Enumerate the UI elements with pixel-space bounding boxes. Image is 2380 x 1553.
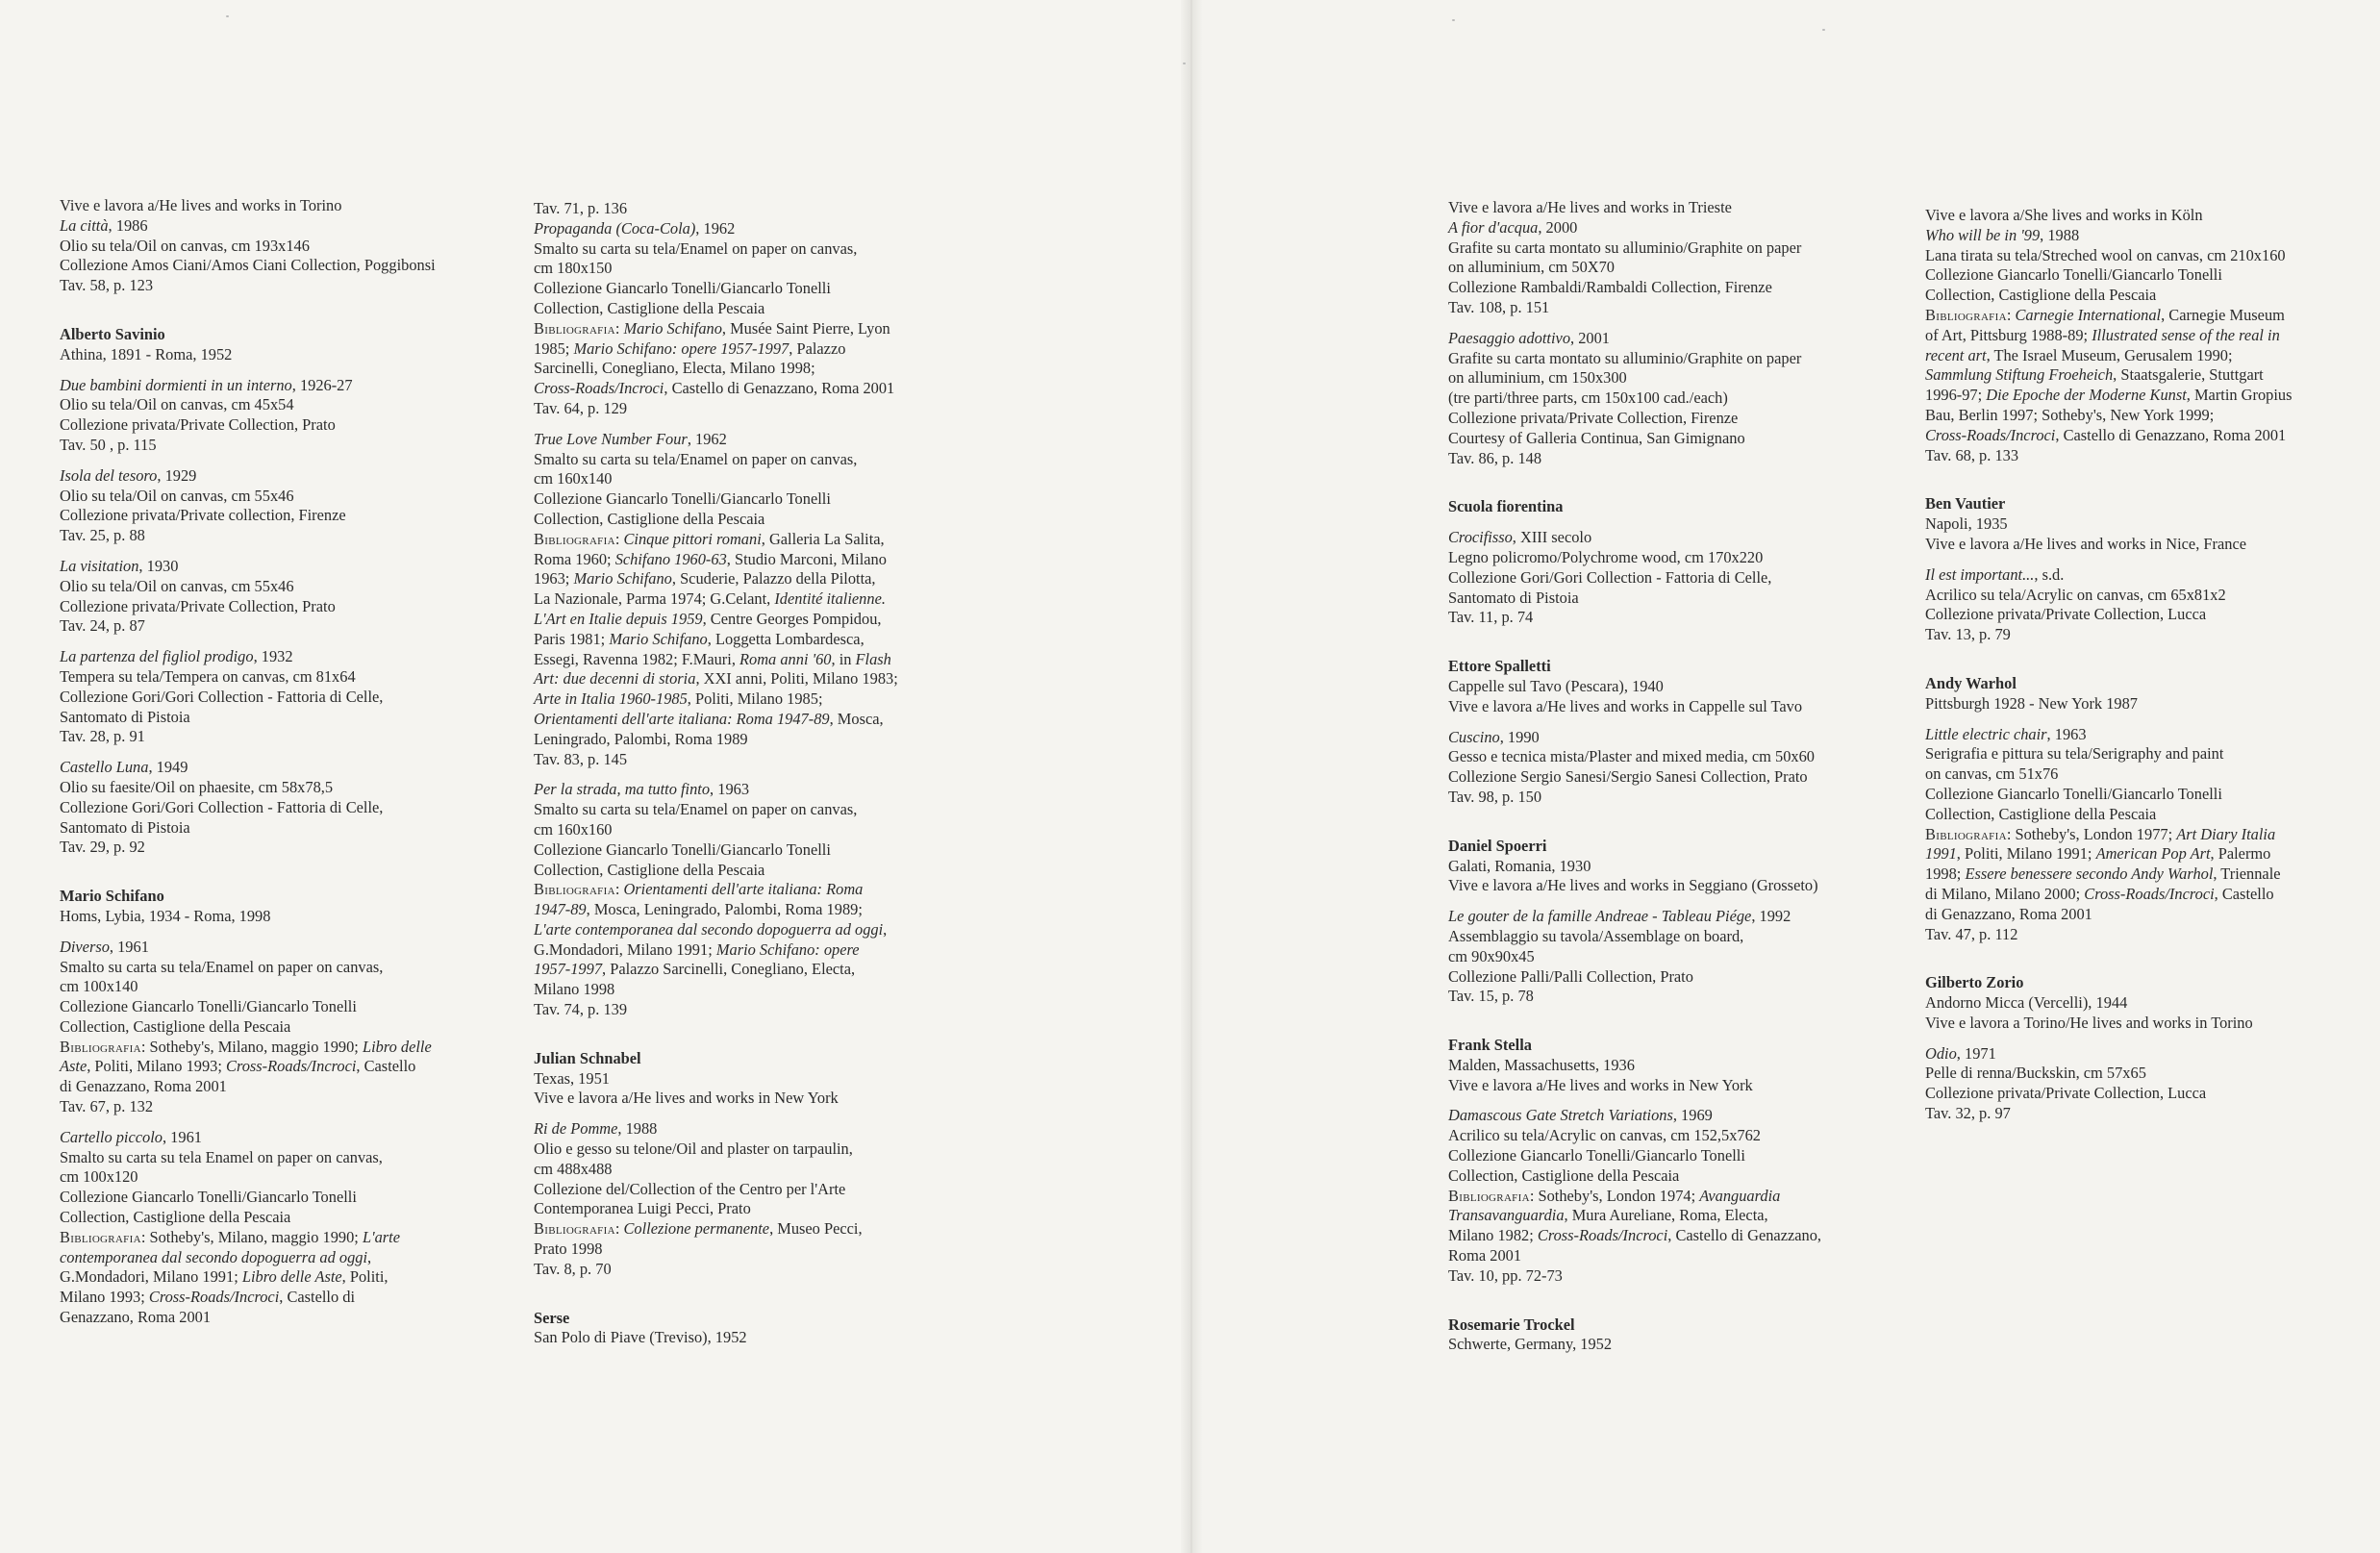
text-line: Collezione Amos Ciani/Amos Ciani Collection, Poggibonsi — [60, 256, 436, 275]
artist-block — [1448, 1315, 1862, 1356]
text-line: on alluminium, cm 50X70 — [1448, 258, 1615, 277]
text-line: contemporanea dal secondo dopoguerra ad oggi, — [60, 1247, 372, 1266]
text-line: La partenza del figliol prodigo, 1932 — [60, 647, 293, 666]
text-line: Santomato di Pistoia — [1448, 588, 1579, 607]
text-line: on alluminium, cm 150x300 — [1448, 368, 1627, 388]
text-line: Essegi, Ravenna 1982; F.Mauri, Roma anni '60, in Flash — [534, 649, 891, 668]
text-line: Tav. 71, p. 136 — [534, 199, 628, 217]
text-line: Tav. 64, p. 129 — [534, 398, 628, 417]
text-line: Collezione privata/Private Collection, Prato — [60, 415, 336, 435]
text-line: Il est important..., s.d. — [1925, 564, 2065, 584]
text-line: Santomato di Pistoia — [60, 817, 190, 837]
text-line: Crocifisso, XIII secolo — [1448, 528, 1592, 547]
text-line: Tav. 58, p. 123 — [60, 276, 154, 295]
text-line: Collezione Giancarlo Tonelli/Giancarlo Tonelli — [1925, 784, 2222, 803]
text-line: Collection, Castiglione della Pescaia — [1448, 1165, 1680, 1185]
text-line: Bibliografia: Collezione permanente, Museo Pecci, — [534, 1219, 863, 1239]
artwork-entry — [60, 938, 473, 1117]
text-line: Tav. 15, p. 78 — [1448, 987, 1534, 1006]
text-line: (tre parti/three parts, cm 150x100 cad./each) — [1448, 388, 1728, 408]
text-line: Odio, 1971 — [1925, 1043, 1996, 1063]
text-line: Ri de Pomme, 1988 — [534, 1119, 658, 1139]
text-line: Tav. 47, p. 112 — [1925, 924, 2018, 943]
text-line: Collezione Giancarlo Tonelli/Giancarlo Tonelli — [1448, 1146, 1745, 1165]
text-line: Texas, 1951 — [534, 1068, 610, 1088]
page-gutter — [1181, 0, 1202, 1553]
text-line: G.Mondadori, Milano 1991; Mario Schifano: opere — [534, 939, 860, 959]
text-line: Cartello piccolo, 1961 — [60, 1127, 202, 1146]
text-line: Acrilico su tela/Acrylic on canvas, cm 65x81x2 — [1925, 585, 2226, 604]
text-line: Tav. 29, p. 92 — [60, 838, 145, 857]
artwork-entry — [1448, 907, 1862, 1007]
text-line: cm 180x150 — [534, 259, 613, 278]
text-line: Collezione Gori/Gori Collection - Fattoria di Celle, — [60, 687, 384, 706]
artwork-entry — [60, 196, 473, 296]
artist-block — [1448, 837, 1862, 896]
artist-name: Rosemarie Trockel — [1448, 1315, 1575, 1334]
text-line: Diverso, 1961 — [60, 937, 149, 956]
text-line: Tav. 25, p. 88 — [60, 526, 145, 545]
text-line: Vive e lavora a/He lives and works in Seggiano (Grosseto) — [1448, 876, 1818, 895]
text-line: cm 160x160 — [534, 819, 613, 839]
artwork-entry — [534, 780, 947, 1020]
text-line: Vive e lavora a/She lives and works in Köln — [1925, 206, 2203, 224]
paper-speck — [1822, 29, 1825, 31]
text-line: Due bambini dormienti in un interno, 1926-27 — [60, 375, 353, 394]
text-line: Olio su tela/Oil on canvas, cm 55x46 — [60, 576, 294, 595]
text-line: Collezione Giancarlo Tonelli/Giancarlo Tonelli — [534, 489, 831, 509]
text-line: Paris 1981; Mario Schifano, Loggetta Lombardesca, — [534, 629, 864, 648]
text-line: Tav. 8, p. 70 — [534, 1259, 612, 1278]
text-line: Collection, Castiglione della Pescaia — [1925, 804, 2157, 823]
text-line: Per la strada, ma tutto finto, 1963 — [534, 780, 750, 799]
text-line: Olio su faesite/Oil on phaesite, cm 58x78,5 — [60, 777, 334, 796]
text-line: Bibliografia: Orientamenti dell'arte italiana: Roma — [534, 880, 864, 899]
text-line: Olio e gesso su telone/Oil and plaster on tarpaulin, — [534, 1140, 853, 1159]
text-line: Who will be in '99, 1988 — [1925, 225, 2080, 244]
text-line: Prato 1998 — [534, 1240, 603, 1259]
text-line: Cross-Roads/Incroci, Castello di Genazzano, Roma 2001 — [1925, 425, 2287, 444]
text-line: Lana tirata su tela/Streched wool on canvas, cm 210x160 — [1925, 245, 2286, 264]
column-1 — [60, 196, 473, 1339]
text-line: on canvas, cm 51x76 — [1925, 764, 2059, 784]
text-line: Collezione privata/Private Collection, Lucca — [1925, 605, 2207, 624]
text-line: Gesso e tecnica mista/Plaster and mixed media, cm 50x60 — [1448, 747, 1815, 766]
text-line: Aste, Politi, Milano 1993; Cross-Roads/Incroci, Castello — [60, 1057, 416, 1076]
text-line: Tav. 83, p. 145 — [534, 749, 628, 768]
text-line: Smalto su carta su tela Enamel on paper on canvas, — [60, 1147, 383, 1166]
text-line: Propaganda (Coca-Cola), 1962 — [534, 218, 736, 238]
artist-block — [60, 887, 473, 927]
text-line: Collezione Sergio Sanesi/Sergio Sanesi Collection, Prato — [1448, 767, 1808, 787]
text-line: Tempera su tela/Tempera on canvas, cm 81x64 — [60, 666, 356, 686]
text-line: Collection, Castiglione della Pescaia — [60, 1208, 291, 1227]
artwork-entry — [60, 466, 473, 546]
text-line: Smalto su carta su tela/Enamel on paper on canvas, — [60, 957, 384, 976]
text-line: Napoli, 1935 — [1925, 514, 2008, 534]
text-line: Isola del tesoro, 1929 — [60, 465, 197, 485]
text-line: Tav. 24, p. 87 — [60, 616, 145, 636]
text-line: Paesaggio adottivo, 2001 — [1448, 328, 1610, 347]
paper-speck — [1183, 63, 1186, 64]
text-line: Collezione privata/Private Collection, Lucca — [1925, 1084, 2207, 1103]
text-line: Roma 2001 — [1448, 1246, 1522, 1265]
text-line: Sammlung Stiftung Froeheich, Staatsgalerie, Stuttgart — [1925, 365, 2264, 385]
text-line: Collection, Castiglione della Pescaia — [1925, 286, 2157, 305]
paper-speck — [226, 15, 229, 17]
text-line: Cuscino, 1990 — [1448, 727, 1540, 746]
text-line: Collezione Giancarlo Tonelli/Giancarlo Tonelli — [1925, 265, 2222, 285]
text-line: cm 90x90x45 — [1448, 946, 1535, 965]
text-line: 1996-97; Die Epoche der Moderne Kunst, Martin Gropius — [1925, 386, 2292, 405]
text-line: Tav. 108, p. 151 — [1448, 297, 1550, 316]
text-line: Collezione Gori/Gori Collection - Fattoria di Celle, — [1448, 567, 1772, 587]
text-line: Santomato di Pistoia — [60, 707, 190, 726]
artwork-entry — [1448, 528, 1862, 628]
text-line: Genazzano, Roma 2001 — [60, 1308, 212, 1327]
column-4 — [1925, 206, 2339, 1135]
text-line: Milano 1998 — [534, 980, 615, 999]
text-line: di Genazzano, Roma 2001 — [1925, 904, 2092, 923]
text-line: Little electric chair, 1963 — [1925, 724, 2087, 743]
text-line: Collezione privata/Private Collection, Prato — [60, 596, 336, 615]
text-line: Castello Luna, 1949 — [60, 758, 188, 777]
text-line: Collezione Giancarlo Tonelli/Giancarlo Tonelli — [60, 997, 357, 1016]
text-line: Milano 1993; Cross-Roads/Incroci, Castello di — [60, 1288, 356, 1307]
text-line: 1985; Mario Schifano: opere 1957-1997, Palazzo — [534, 338, 846, 358]
text-line: La visitation, 1930 — [60, 556, 179, 575]
text-line: Serigrafia e pittura su tela/Serigraphy and paint — [1925, 744, 2224, 764]
artist-name: Alberto Savinio — [60, 324, 165, 343]
text-line: Transavanguardia, Mura Aureliane, Roma, Electa, — [1448, 1206, 1768, 1225]
text-line: 1991, Politi, Milano 1991; American Pop Art, Palermo — [1925, 844, 2271, 864]
text-line: L'Art en Italie depuis 1959, Centre Georges Pompidou, — [534, 609, 882, 628]
text-line: Bibliografia: Carnegie International, Carnegie Museum — [1925, 305, 2285, 324]
artwork-entry — [1925, 1044, 2339, 1124]
text-line: Andorno Micca (Vercelli), 1944 — [1925, 993, 2128, 1013]
text-line: Collection, Castiglione della Pescaia — [534, 860, 765, 879]
text-line: Collezione del/Collection of the Centro per l'Arte — [534, 1179, 846, 1198]
text-line: Orientamenti dell'arte italiana: Roma 1947-89, Mosca, — [534, 709, 884, 728]
text-line: Tav. 67, p. 132 — [60, 1097, 154, 1116]
artist-block — [60, 325, 473, 365]
artwork-entry — [534, 430, 947, 770]
text-line: di Genazzano, Roma 2001 — [60, 1077, 227, 1096]
text-line: L'arte contemporanea dal secondo dopoguerra ad oggi, — [534, 919, 888, 939]
text-line: cm 100x140 — [60, 977, 138, 996]
text-line: di Milano, Milano 2000; Cross-Roads/Incroci, Castello — [1925, 884, 2274, 903]
text-line: Olio su tela/Oil on canvas, cm 45x54 — [60, 395, 294, 414]
text-line: Tav. 10, pp. 72-73 — [1448, 1265, 1563, 1285]
text-line: Smalto su carta su tela/Enamel on paper on canvas, — [534, 800, 858, 819]
text-line: Pelle di renna/Buckskin, cm 57x65 — [1925, 1064, 2146, 1083]
text-line: Leningrado, Palombi, Roma 1989 — [534, 729, 748, 748]
artist-name: Gilberto Zorio — [1925, 973, 2024, 992]
artist-block — [1925, 973, 2339, 1033]
artist-name: Ben Vautier — [1925, 494, 2006, 513]
text-line: Collezione privata/Private collection, Firenze — [60, 506, 346, 525]
text-line: G.Mondadori, Milano 1991; Libro delle Aste, Politi, — [60, 1267, 388, 1287]
text-line: Tav. 32, p. 97 — [1925, 1104, 2011, 1123]
text-line: Damascous Gate Stretch Variations, 1969 — [1448, 1106, 1713, 1125]
text-line: Collezione Giancarlo Tonelli/Giancarlo Tonelli — [534, 279, 831, 298]
text-line: Tav. 98, p. 150 — [1448, 787, 1542, 806]
text-line: Acrilico su tela/Acrylic on canvas, cm 152,5x762 — [1448, 1126, 1761, 1145]
text-line: Vive e lavora a Torino/He lives and works in Torino — [1925, 1013, 2253, 1032]
text-line: Cross-Roads/Incroci, Castello di Genazzano, Roma 2001 — [534, 379, 895, 398]
text-line: La Nazionale, Parma 1974; G.Celant, Identité italienne. — [534, 589, 886, 609]
column-2 — [534, 199, 947, 1359]
artist-name: Daniel Spoerri — [1448, 836, 1547, 855]
text-line: Collezione privata/Private Collection, Firenze — [1448, 408, 1739, 427]
text-line: True Love Number Four, 1962 — [534, 429, 727, 448]
artist-name: Julian Schnabel — [534, 1048, 641, 1067]
artwork-entry — [1448, 329, 1862, 469]
text-line: Art: due decenni di storia, XXI anni, Politi, Milano 1983; — [534, 669, 898, 689]
artist-block — [1448, 1036, 1862, 1095]
text-line: Cappelle sul Tavo (Pescara), 1940 — [1448, 676, 1664, 695]
artist-block — [1925, 494, 2339, 554]
artwork-entry — [60, 647, 473, 747]
text-line: Olio su tela/Oil on canvas, cm 193x146 — [60, 236, 310, 255]
text-line: cm 100x120 — [60, 1167, 138, 1187]
artist-name: Scuola fiorentina — [1448, 497, 1564, 516]
text-line: Arte in Italia 1960-1985, Politi, Milano 1985; — [534, 689, 823, 709]
artist-name: Mario Schifano — [60, 887, 164, 906]
text-line: Assemblaggio su tavola/Assemblage on board, — [1448, 926, 1744, 945]
text-line: Bau, Berlin 1997; Sotheby's, New York 1999; — [1925, 405, 2215, 424]
text-line: Bibliografia: Sotheby's, Milano, maggio 1990; Libro delle — [60, 1037, 432, 1056]
text-line: Collezione Palli/Palli Collection, Prato — [1448, 966, 1693, 986]
text-line: San Polo di Piave (Treviso), 1952 — [534, 1328, 747, 1347]
text-line: Tav. 11, p. 74 — [1448, 608, 1534, 627]
text-line: Collection, Castiglione della Pescaia — [60, 1016, 291, 1036]
text-line: Grafite su carta montato su alluminio/Graphite on paper — [1448, 348, 1802, 367]
artwork-entry — [1925, 725, 2339, 945]
text-line: of Art, Pittsburg 1988-89; Illustrated sense of the real in — [1925, 325, 2280, 344]
text-line: Galati, Romania, 1930 — [1448, 856, 1591, 875]
text-line: Roma 1960; Schifano 1960-63, Studio Marconi, Milano — [534, 549, 887, 568]
text-line: A fior d'acqua, 2000 — [1448, 217, 1578, 237]
artist-block — [1448, 497, 1862, 517]
artist-block — [534, 1309, 947, 1349]
text-line: 1947-89, Mosca, Leningrado, Palombi, Roma 1989; — [534, 900, 863, 919]
artwork-entry — [1925, 565, 2339, 645]
text-line: Collezione Rambaldi/Rambaldi Collection, Firenze — [1448, 278, 1772, 297]
text-line: Bibliografia: Cinque pittori romani, Galleria La Salita, — [534, 529, 885, 548]
text-line: Collection, Castiglione della Pescaia — [534, 298, 765, 317]
text-line: Smalto su carta su tela/Enamel on paper on canvas, — [534, 449, 858, 468]
text-line: Milano 1982; Cross-Roads/Incroci, Castello di Genazzano, — [1448, 1226, 1822, 1245]
artwork-entry — [534, 1119, 947, 1279]
column-3 — [1448, 198, 1862, 1365]
artwork-entry — [1448, 1106, 1862, 1286]
text-line: Olio su tela/Oil on canvas, cm 55x46 — [60, 486, 294, 505]
text-line: Grafite su carta montato su alluminio/Graphite on paper — [1448, 238, 1802, 257]
artwork-entry — [1448, 198, 1862, 318]
text-line: Collezione Giancarlo Tonelli/Giancarlo Tonelli — [60, 1188, 357, 1207]
text-line: Schwerte, Germany, 1952 — [1448, 1335, 1613, 1354]
text-line: Le gouter de la famille Andreae - Tableau Piége, 1992 — [1448, 907, 1791, 926]
text-line: Athina, 1891 - Roma, 1952 — [60, 344, 233, 363]
artwork-entry — [60, 1128, 473, 1328]
text-line: Malden, Massachusetts, 1936 — [1448, 1055, 1635, 1074]
text-line: Vive e lavora a/He lives and works in New York — [1448, 1075, 1753, 1094]
text-line: Tav. 74, p. 139 — [534, 1000, 628, 1019]
text-line: Pittsburgh 1928 - New York 1987 — [1925, 693, 2138, 713]
artist-name: Ettore Spalletti — [1448, 657, 1551, 676]
text-line: Bibliografia: Sotheby's, London 1974; Avanguardia — [1448, 1186, 1781, 1205]
text-line: cm 488x488 — [534, 1159, 613, 1178]
artwork-entry — [60, 376, 473, 456]
text-line: Tav. 50 , p. 115 — [60, 435, 157, 454]
right-page — [1192, 0, 2380, 1553]
text-line: Legno policromo/Polychrome wood, cm 170x220 — [1448, 547, 1764, 566]
text-line: Courtesy of Galleria Continua, San Gimignano — [1448, 428, 1745, 447]
text-line: La città, 1986 — [60, 215, 148, 235]
text-line: Collezione Giancarlo Tonelli/Giancarlo Tonelli — [534, 839, 831, 859]
artist-name: Frank Stella — [1448, 1036, 1532, 1055]
artwork-entry — [1448, 728, 1862, 808]
artist-block — [534, 1049, 947, 1109]
paper-speck — [1452, 19, 1455, 21]
text-line: Vive e lavora a/He lives and works in Cappelle sul Tavo — [1448, 696, 1803, 715]
text-line: Contemporanea Luigi Pecci, Prato — [534, 1199, 751, 1218]
text-line: Vive e lavora a/He lives and works in Torino — [60, 196, 342, 214]
text-line: Homs, Lybia, 1934 - Roma, 1998 — [60, 906, 271, 925]
artist-name: Andy Warhol — [1925, 673, 2017, 692]
text-line: 1957-1997, Palazzo Sarcinelli, Conegliano, Electa, — [534, 960, 856, 979]
text-line: Bibliografia: Sotheby's, Milano, maggio 1990; L'arte — [60, 1227, 400, 1246]
text-line: Smalto su carta su tela/Enamel on paper on canvas, — [534, 238, 858, 258]
text-line: 1998; Essere benessere secondo Andy Warhol, Triennale — [1925, 864, 2281, 884]
artwork-entry — [60, 557, 473, 637]
text-line: Vive e lavora a/He lives and works in Trieste — [1448, 198, 1732, 216]
text-line: Tav. 68, p. 133 — [1925, 445, 2019, 464]
text-line: Vive e lavora a/He lives and works in Nice, France — [1925, 534, 2246, 553]
text-line: Collezione Gori/Gori Collection - Fattoria di Celle, — [60, 797, 384, 816]
artist-block — [1448, 657, 1862, 716]
text-line: 1963; Mario Schifano, Scuderie, Palazzo della Pilotta, — [534, 569, 876, 589]
artwork-entry — [1925, 206, 2339, 465]
text-line: Tav. 13, p. 79 — [1925, 625, 2011, 644]
text-line: Bibliografia: Mario Schifano, Musée Saint Pierre, Lyon — [534, 318, 890, 338]
text-line: recent art, The Israel Museum, Gerusalem 1990; — [1925, 345, 2233, 364]
text-line: Sarcinelli, Conegliano, Electa, Milano 1998; — [534, 359, 815, 378]
text-line: Bibliografia: Sotheby's, London 1977; Art Diary Italia — [1925, 824, 2276, 843]
text-line: cm 160x140 — [534, 469, 613, 488]
text-line: Vive e lavora a/He lives and works in New York — [534, 1089, 839, 1108]
text-line: Tav. 28, p. 91 — [60, 727, 145, 746]
artwork-entry — [534, 199, 947, 419]
artist-block — [1925, 674, 2339, 714]
text-line: Collection, Castiglione della Pescaia — [534, 509, 765, 528]
text-line: Tav. 86, p. 148 — [1448, 448, 1542, 467]
artwork-entry — [60, 758, 473, 858]
artist-name: Serse — [534, 1308, 570, 1327]
